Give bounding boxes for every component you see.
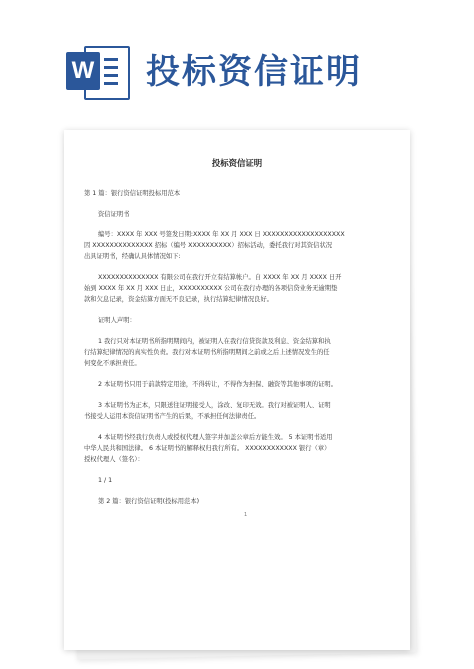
paragraph-line: 2 本证明书只用于前款特定用途，不得转让，不得作为担保、融资等其他事项的证明。	[98, 381, 337, 388]
paragraph-line: 始到 XXXX 年 XX 月 XXX 日止，XXXXXXXXXX 公司在我行办理的各项信贷业务无逾期垫	[84, 285, 338, 292]
word-document-icon	[66, 42, 128, 100]
word-line	[104, 66, 118, 69]
page-counter: 1 / 1	[98, 477, 113, 484]
word-line	[104, 58, 118, 61]
paragraph-line: 授权代理人（签名）：	[84, 456, 144, 463]
paragraph-line: 3 本证明书为正本，只限送往证明接受人，涂改、复印无效。我行对被证明人、证明	[98, 402, 331, 409]
page-number: 1	[244, 512, 248, 518]
paragraph-line: 出具证明书，经确认具体情况如下:	[84, 253, 181, 260]
document-title: 投标资信证明	[211, 158, 263, 168]
paragraph-line: 编号：XXXX 年 XXX 号签发日期:XXXX 年 XX 月 XXX 日 XXXXXXXXXXXXXXXXXXX	[98, 231, 345, 238]
paragraph-line: 因 XXXXXXXXXXXXXX 招标（编号 XXXXXXXXXX）招标活动，委托我行对其资信状况	[84, 242, 333, 249]
page-title: 投标资信证明	[146, 52, 362, 92]
subheading: 资信证明书	[98, 211, 130, 218]
word-line	[104, 82, 118, 85]
header-banner	[0, 0, 474, 130]
paragraph-line: 1 我行只对本证明书所指明期间内，被证明人在我行信贷资款及利息、资金结算和执	[98, 338, 331, 345]
paragraph-line: 行结算纪律情况的真实性负责。我行对本证明书所指明期间之前或之后上述情况发生的任	[84, 349, 330, 356]
word-line	[104, 74, 118, 77]
paragraph-line: 书接受人运用本资信证明书产生的后果，不承担任何法律责任。	[84, 413, 261, 420]
paragraph-line: 证明人声明：	[98, 317, 136, 324]
paragraph-line: XXXXXXXXXXXXXX 有限公司在我行开立有结算帐户。自 XXXX 年 XX 月 XXXX 日开	[98, 274, 342, 281]
document-page	[64, 130, 410, 650]
word-logo-letter: W	[66, 52, 100, 90]
paragraph-line: 何变化不承担责任。	[84, 360, 141, 367]
paragraph-line: 中华人民共和国法律。 6 本证明书的解释权归我行所有。 XXXXXXXXXXXX 银行（章）	[84, 445, 331, 452]
paragraph-line: 4 本证明书经我行负责人或授权代理人签字并加盖公章后方能生效。 5 本证明书适用	[98, 434, 333, 441]
paragraph-line: 款和欠息记录，资金结算方面无不良记录，执行结算纪律情况良好。	[84, 296, 273, 303]
section-heading: 第 2 篇：银行资信证明(投标用范本)	[98, 498, 200, 505]
section-heading: 第 1 篇：银行资信证明投标用范本	[84, 190, 181, 197]
